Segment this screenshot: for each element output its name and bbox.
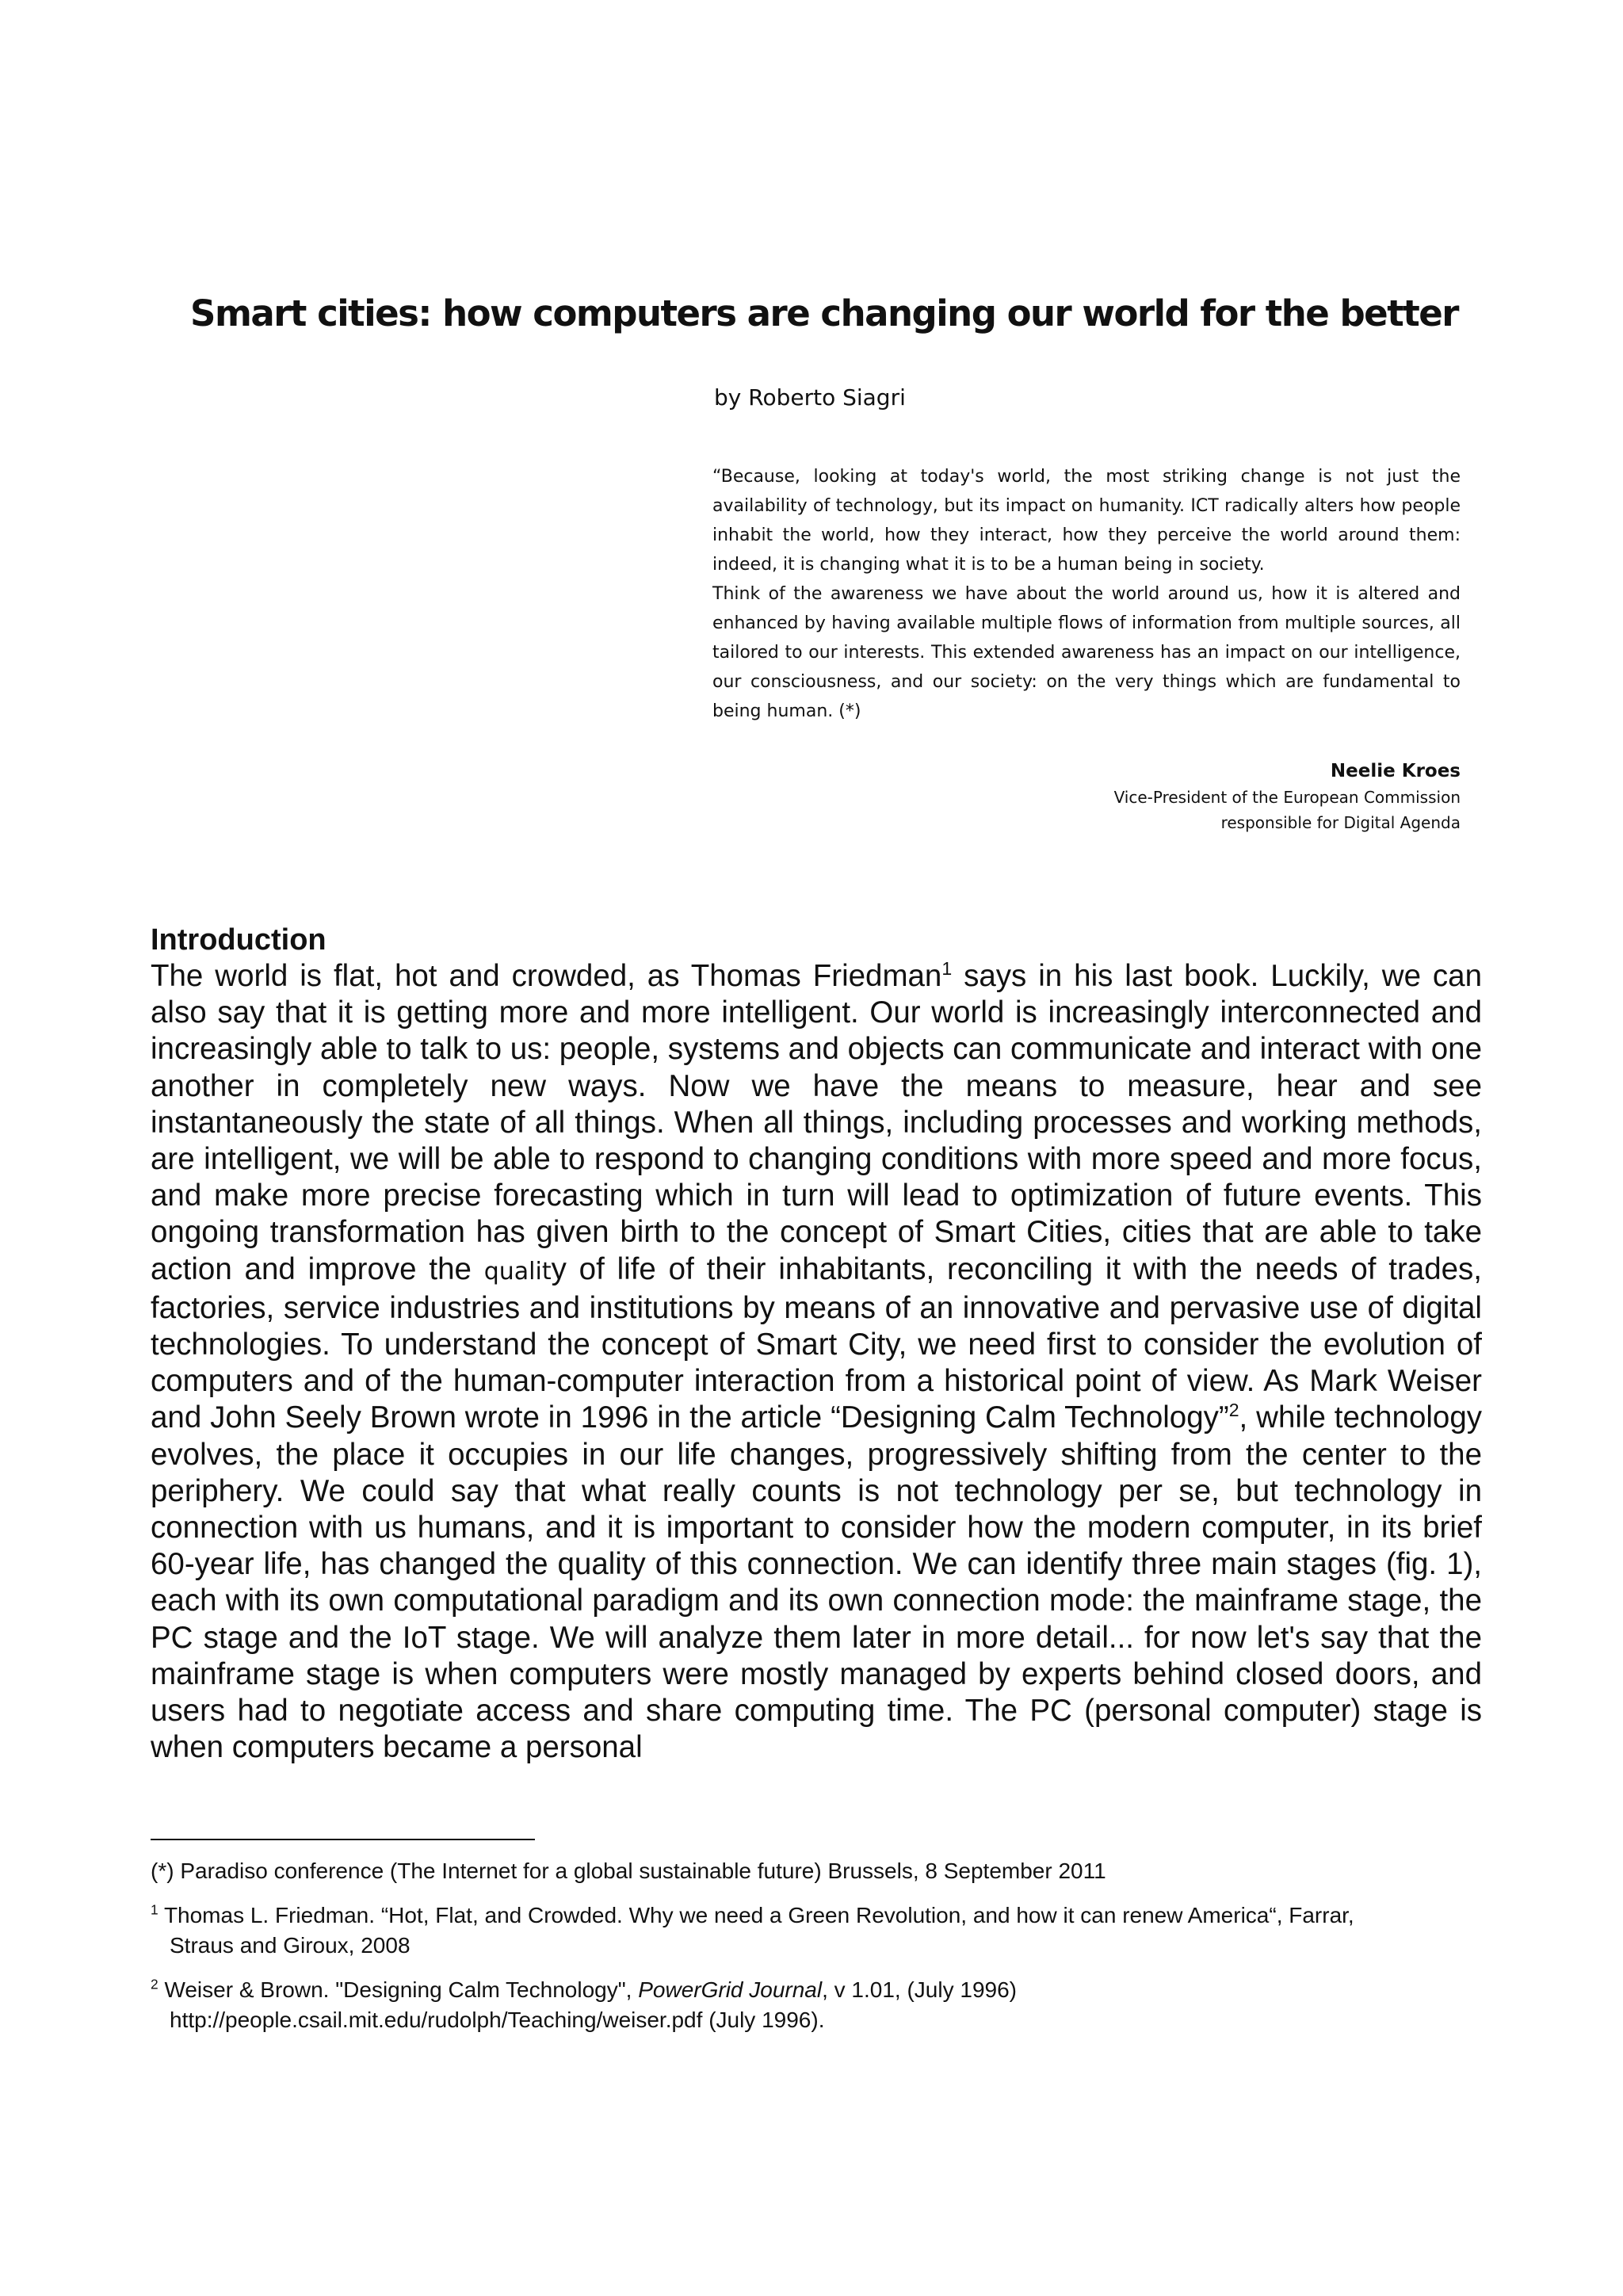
author-byline: by Roberto Siagri xyxy=(714,384,906,411)
footnotes xyxy=(151,1856,1498,2050)
body-text-segment: , while technology evolves, the place it occupies in our life changes, progressively shifting from the center to the periphery. We could say that what really counts is not technology per se, but technology in connection with us humans, and it is important to consider how the modern computer, in its brief 60-year life, has changed the quality of this connection. We can identify three main stages (fig. 1), each with its own computational paradigm and its own connection mode: the mainframe stage, the PC stage and the IoT stage. We will analyze them later in more detail... for now let's say that the mainframe stage is when computers were mostly managed by experts behind closed doors, and users had to negotiate access and share computing time. The PC (personal computer) stage is when computers became a personal xyxy=(151,1400,1483,1765)
epigraph-role-line-1: Vice-President of the European Commission xyxy=(1113,788,1461,807)
footnote-reference-2: 2 xyxy=(1228,1400,1239,1421)
footnote-reference-1: 1 xyxy=(941,958,953,980)
footnote-2-text: Weiser & Brown. "Designing Calm Technology", xyxy=(164,1977,639,2002)
footnote-1 xyxy=(151,1901,1498,1961)
footnote-2-journal: PowerGrid Journal xyxy=(638,1977,823,2002)
footnote-2-text-end: , v 1.01, (July 1996) xyxy=(822,1977,1017,2002)
epigraph-paragraph-1: “Because, looking at today's world, the most striking change is not just the availability of technology, but its impact on humanity. ICT radically alters how people inhabit the world, how they interact, how they perceive the world around them: indeed, it is changing what it is to be a human being in society. xyxy=(712,467,1461,575)
introduction-paragraph xyxy=(151,958,1482,1766)
epigraph-attribution xyxy=(983,758,1461,835)
footnote-2 xyxy=(151,1975,1498,2035)
footnote-2-url[interactable]: http://people.csail.mit.edu/rudolph/Teaching/weiser.pdf (July 1996). xyxy=(170,2008,825,2032)
body-text-segment: y of life of their inhabitants, reconciling it with the needs of trades, factories, service industries and institutions by means of an innovative and pervasive use of digital technologies. To understand the concept of Smart City, we need first to consider the evolution of computers and of the human-computer interaction from a historical point of view. As Mark Weiser and John Seely Brown wrote in 1996 in the article “Designing Calm Technology” xyxy=(151,1251,1482,1435)
section-heading-introduction: Introduction xyxy=(151,923,327,957)
footnote-1-continuation: Straus and Giroux, 2008 xyxy=(170,1933,411,1958)
footnote-1-mark: 1 xyxy=(151,1901,158,1918)
footnote-separator xyxy=(151,1839,535,1840)
footnote-star: (*) Paradiso conference (The Internet for a global sustainable future) Brussels, 8 September 2011 xyxy=(151,1859,1106,1883)
document-title: Smart cities: how computers are changing our world for the better xyxy=(190,292,1458,334)
epigraph-paragraph-2: Think of the awareness we have about the world around us, how it is altered and enhanced by having available multiple flows of information from multiple sources, all tailored to our interests. This extended awareness has an impact on our intelligence, our consciousness, and our society: on the very things which are fundamental to being human. (*) xyxy=(712,584,1461,721)
footnote-2-mark: 2 xyxy=(151,1976,158,1992)
body-text-segment: The world is flat, hot and crowded, as Thomas Friedman xyxy=(151,959,942,993)
epigraph-author: Neelie Kroes xyxy=(1330,761,1461,781)
epigraph-role-line-2: responsible for Digital Agenda xyxy=(1220,813,1461,832)
footnote-1-text: Thomas L. Friedman. “Hot, Flat, and Crowded. Why we need a Green Revolution, and how it can renew America“, Farrar, xyxy=(163,1903,1354,1927)
body-text-segment: says in his last book. Luckily, we can also say that it is getting more and more intelligent. Our world is increasingly interconnected and increasingly able to talk to us: people, systems and objects can communicate and interact with one another in completely new ways. Now we have the means to measure, hear and see instantaneously the state of all things. When all things, including processes and working methods, are intelligent, we will be able to respond to changing conditions with more speed and more focus, and make more precise forecasting which in turn will lead to optimization of future events. This ongoing transformation has given birth to the concept of Smart Cities, cities that are able to take action and improve the xyxy=(151,959,1482,1286)
epigraph-quote xyxy=(712,462,1461,726)
body-text-segment: qualit xyxy=(483,1257,552,1286)
